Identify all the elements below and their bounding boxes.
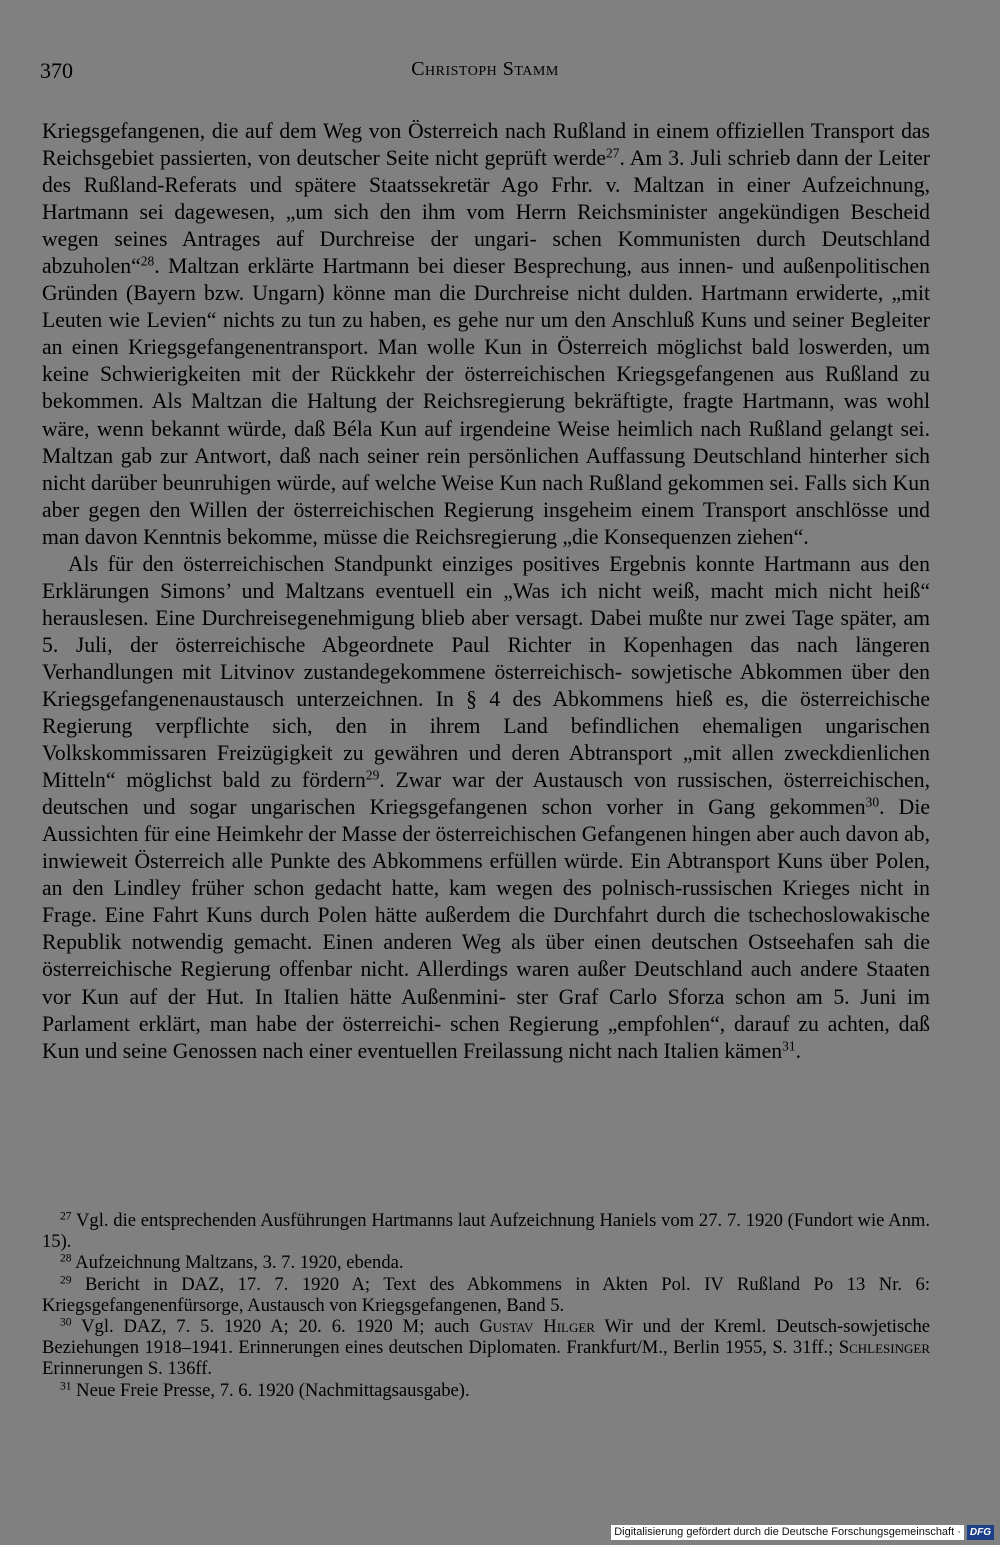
footnote-text: Vgl. die entsprechenden Ausführungen Hartmanns laut Aufzeichnung Haniels vom 27. 7. 1920 (Fundort wie Anm. 15).: [42, 1210, 930, 1253]
footnote-31: [42, 1380, 930, 1401]
text-run: Kriegsgefangenen, die auf dem Weg von Österreich nach Rußland in einem offiziellen Transport das Reichsgebiet passierten, von deutscher Seite nicht geprüft werde: [42, 119, 930, 171]
footnotes: [42, 1210, 930, 1401]
page-header: [40, 58, 930, 94]
footnote-text: Erinnerungen S. 136ff.: [42, 1358, 213, 1380]
text-run: Als für den österreichischen Standpunkt einziges positives Ergebnis konnte Hartmann aus den Erklärungen Simons’ und Maltzans eventuell ein „Was ich nicht weiß, macht mich nicht heiß“ herauslesen. Eine Durchreisegenehmigung blieb aber versagt. Dabei mußte nur zwei Tage später, am 5. Juli, der österreichische Abgeordnete Paul Richter in Kopenhagen das nach längeren Verhandlungen mit Litvinov zustandegekommene österreichisch- sowjetische Abkommen über den Kriegsgefangenenaustausch unterzeichnen. In § 4 des Abkommens hieß es, die österreichische Regierung verpflichte sich, den in ihrem Land befindlichen ehemaligen ungarischen Volkskommissaren Freizügigkeit zu gewähren und deren Abtransport „mit allen zweckdienlichen Mitteln“ möglichst bald zu fördern: [42, 551, 930, 793]
footnote-text: Vgl. DAZ, 7. 5. 1920 A; 20. 6. 1920 M; auch: [81, 1316, 480, 1338]
footnote-28: [42, 1252, 930, 1273]
text-run: . Zwar war der Austausch von russischen, österreichischen, deutschen und sogar ungarischen Kriegsgefangenen schon vorher in Gang gekommen: [42, 768, 931, 820]
footnote-27: [42, 1210, 930, 1252]
footnote-text: Wir und der Kreml. Deutsch-sowjetische Beziehungen 1918–1941. Erinnerungen eines deutschen Diplomaten. Frankfurt/M., Berlin 1955, S. 31ff.;: [42, 1316, 930, 1359]
text-run: . Am 3. Juli schrieb dann der Leiter des Rußland-Referats und spätere Staatssekretär Ago Frhr. v. Maltzan in einer Aufzeichnung, Hartmann sei dagewesen, „um sich den ihm vom Herrn Reichsminister angekündigen Bescheid wegen seines Antrages auf Durchreise der ungari- schen Kommunisten durch Deutschland abzuholen“: [42, 146, 931, 279]
paragraph-1: [42, 118, 930, 551]
footnote-ref-29: 29: [365, 767, 380, 783]
footnote-number: 29: [60, 1274, 72, 1287]
footnote-number: 28: [60, 1253, 72, 1266]
running-head: Christoph Stamm: [411, 58, 559, 80]
page-number: 370: [40, 58, 73, 83]
author-name: Gustav Hilger: [479, 1316, 595, 1338]
paragraph-2: [42, 551, 930, 1065]
footnote-ref-27: 27: [606, 145, 620, 161]
text-run: .: [795, 1038, 802, 1063]
footnote-number: 27: [60, 1210, 72, 1223]
text-run: . Maltzan erklärte Hartmann bei dieser Besprechung, aus innen- und außenpolitischen Gründen (Bayern bzw. Ungarn) könne man die Durchreise nicht dulden. Hartmann erwiderte, „mit Leuten wie Levien“ nichts zu tun zu haben, es gehe nur um den Anschluß Kuns und seiner Begleiter an einen Kriegsgefangenentransport. Man wolle Kun in Österreich möglichst bald loswerden, um keine Schwierigkeiten mit der Rückkehr der österreichischen Kriegsgefangenen aus Rußland zu bekommen. Als Maltzan die Haltung der Reichsregierung bekräftigte, fragte Hartmann, was wohl wäre, wenn bekannt würde, daß Béla Kun auf irgendeine Weise heimlich nach Rußland gelangt sei. Maltzan gab zur Antwort, daß nach seiner rein persönlichen Auffassung Deutschland hinterher sich nicht darüber beunruhigen würde, auf welche Weise Kun nach Rußland gekommen sei. Falls sich Kun aber gegen den Willen der österreichischen Regierung insgeheim einem Transport anschlösse und man davon Kenntnis bekomme, müsse die Reichsregierung „die Konsequenzen ziehen“.: [42, 254, 930, 549]
footnote-text: Neue Freie Presse, 7. 6. 1920 (Nachmittagsausgabe).: [76, 1379, 470, 1401]
footnote-ref-28: 28: [140, 253, 155, 269]
text-run: . Die Aussichten für eine Heimkehr der Masse der österreichischen Gefangenen hingen aber auch davon ab, inwieweit Österreich alle Punkte des Abkommens erfüllen würde. Ein Abtransport Kuns über Polen, an den Lindley früher schon gedacht hatte, kam wegen des polnisch-russischen Krieges nicht in Frage. Eine Fahrt Kuns durch Polen hätte außerdem die Durchfahrt durch die tschechoslowakische Republik notwendig gemacht. Einen anderen Weg als über einen deutschen Ostseehafen sah die österreichische Regierung offenbar nicht. Allerdings waren außer Deutschland auch andere Staaten vor Kun auf der Hut. In Italien hätte Außenmini- ster Graf Carlo Sforza schon am 5. Juni im Parlament erklärt, man habe der österreichi- schen Regierung „empfohlen“, darauf zu achten, daß Kun und seine Genossen nach einer eventuellen Freilassung nicht nach Italien kämen: [42, 795, 930, 1063]
dfg-logo: DFG: [967, 1525, 994, 1540]
footnote-number: 30: [60, 1316, 72, 1329]
footnote-30: [42, 1316, 930, 1380]
footnote-text: Bericht in DAZ, 17. 7. 1920 A; Text des Abkommens in Akten Pol. IV Rußland Po 13 Nr. 6: Kriegsgefangenenfürsorge, Austausch von Kriegsgefangenen, Band 5.: [42, 1273, 930, 1316]
footnote-ref-31: 31: [782, 1038, 796, 1054]
footnote-number: 31: [60, 1380, 72, 1393]
author-name: Schlesinger: [838, 1337, 930, 1359]
body-text: [42, 118, 930, 1065]
footnote-ref-30: 30: [865, 794, 880, 810]
footer-bar: [611, 1524, 994, 1541]
footnote-29: [42, 1274, 930, 1316]
footnote-text: Aufzeichnung Maltzans, 3. 7. 1920, ebenda.: [75, 1252, 404, 1274]
funding-credit: Digitalisierung gefördert durch die Deutsche Forschungsgemeinschaft ·: [611, 1525, 964, 1540]
